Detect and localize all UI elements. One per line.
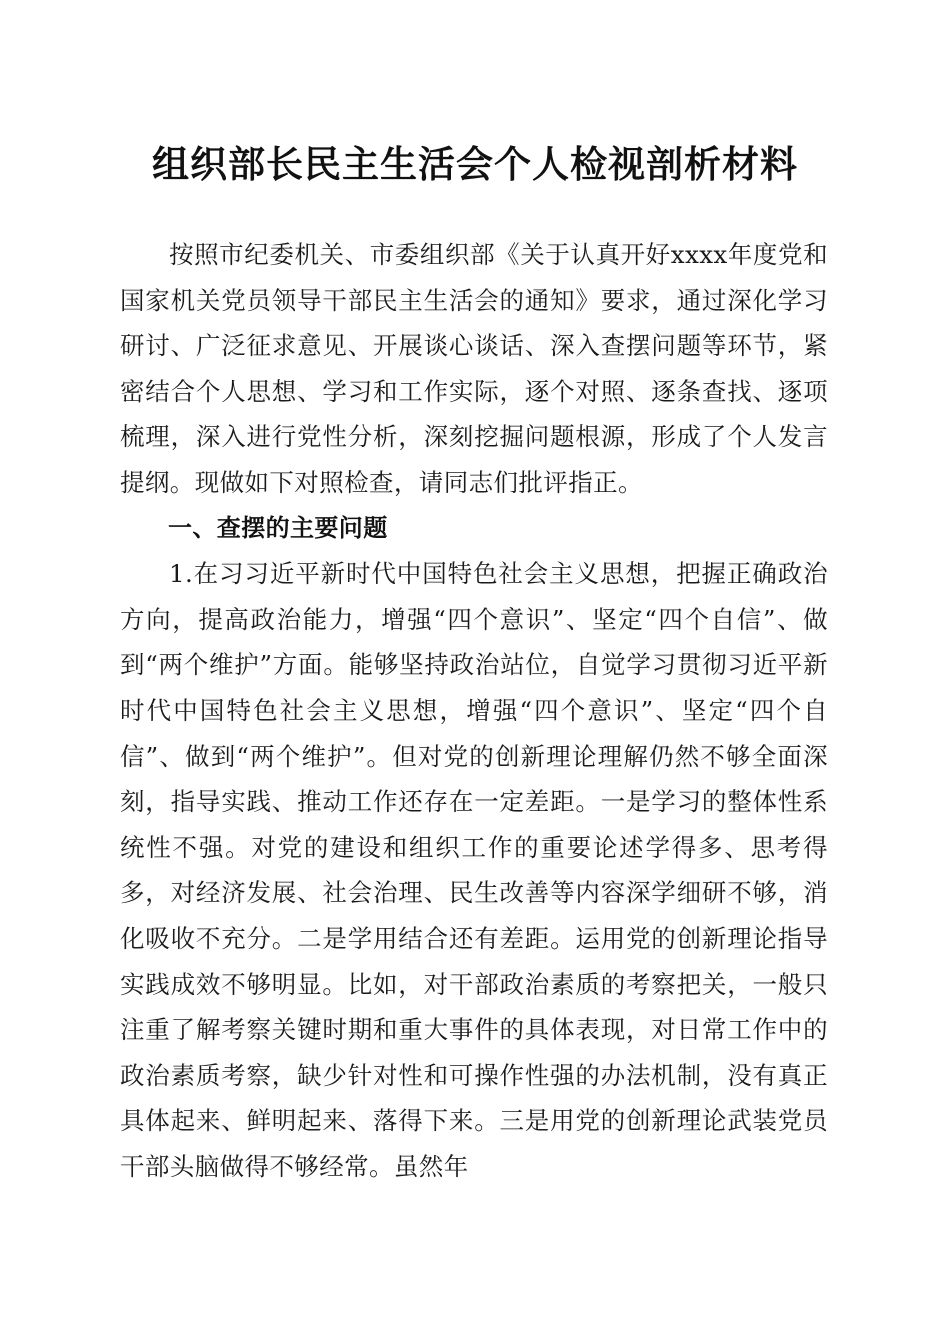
document-title: 组织部长民主生活会个人检视剖析材料 [152, 142, 798, 186]
section1-paragraph-1: 1.在习习近平新时代中国特色社会主义思想，把握正确政治方向，提高政治能力，增强“四个意识”、坚定“四个自信”、做到“两个维护”方面。能够坚持政治站位，自觉学习贯彻习近平新时代中国特色社会主义思想，增强“四个意识”、坚定“四个自信”、做到“两个维护”。但对党的创新理论理解仍然不够全面深刻，指导实践、推动工作还存在一定差距。一是学习的整体性系统性不强。对党的建设和组织工作的重要论述学得多、思考得多，对经济发展、社会治理、民生改善等内容深学细研不够，消化吸收不充分。二是学用结合还有差距。运用党的创新理论指导实践成效不够明显。比如，对干部政治素质的考察把关，一般只注重了解考察关键时期和重大事件的具体表现，对日常工作中的政治素质考察，缺少针对性和可操作性强的办法机制，没有真正具体起来、鲜明起来、落得下来。三是用党的创新理论武装党员干部头脑做得不够经常。虽然年 [120, 559, 828, 1181]
section-heading-1: 一、查摆的主要问题 [168, 513, 388, 542]
intro-paragraph: 按照市纪委机关、市委组织部《关于认真开好xxxx年度党和国家机关党员领导干部民主生活会的通知》要求，通过深化学习研讨、广泛征求意见、开展谈心谈话、深入查摆问题等环节，紧密结合个人思想、学习和工作实际，逐个对照、逐条查找、逐项梳理，深入进行党性分析，深刻挖掘问题根源，形成了个人发言提纲。现做如下对照检查，请同志们批评指正。 [120, 240, 828, 497]
document-body [120, 232, 828, 1189]
